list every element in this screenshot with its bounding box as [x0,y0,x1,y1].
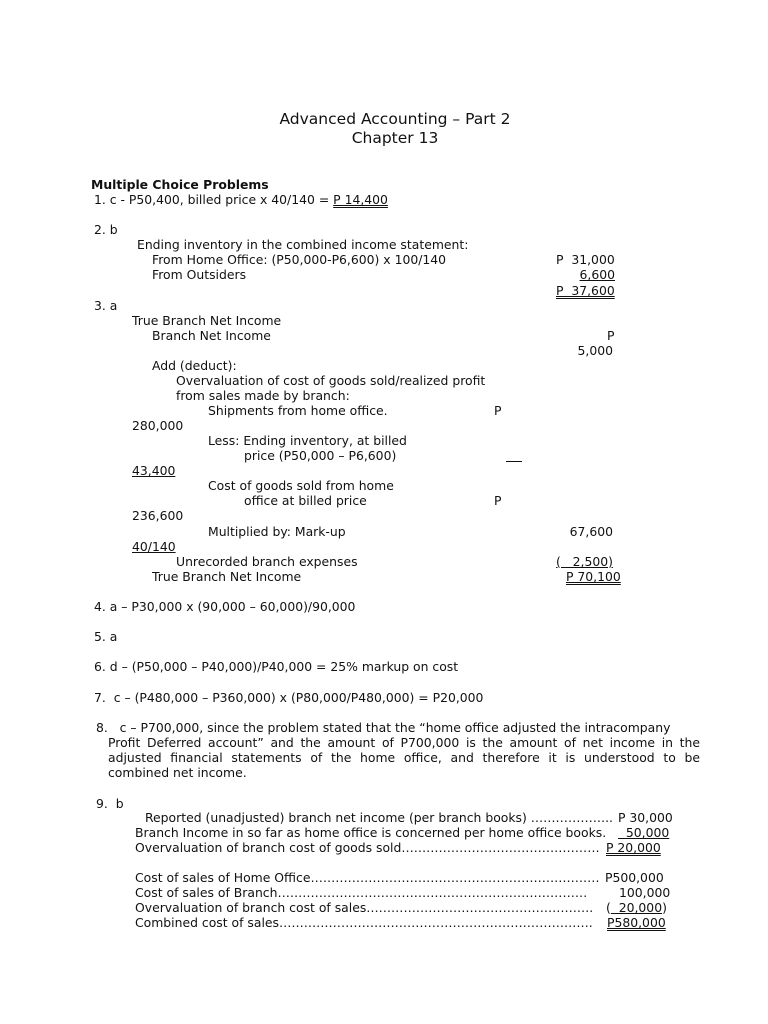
question-9-label: 9. b [96,796,124,811]
q9-c1-label: Cost of sales of Home Office……………………………………………………………. [135,870,600,885]
q9-c1-value: P500,000 [605,870,664,885]
q9-c3-amount [606,900,667,915]
document-title: Advanced Accounting – Part 2 [279,110,511,128]
q3-overval-line1: Overvaluation of cost of goods sold/realized profit [176,373,486,388]
question-2-label: 2. b [94,222,118,237]
q9-c2-label: Cost of sales of Branch………………………………………………………………… [135,885,588,900]
q3-true-label: True Branch Net Income [152,569,302,584]
q3-heading: True Branch Net Income [132,313,282,328]
q2-intro: Ending inventory in the combined income statement: [137,237,469,252]
q9-c2-value: 100,000 [619,885,671,900]
q3-cogs-p: P [494,493,502,508]
q3-less-rule [506,461,522,462]
question-1-text: 1. c - P50,400, billed price x 40/140 = [94,192,334,207]
question-8-first-line: 8. c – P700,000, since the problem stated that the “home office adjusted the intracompany [96,720,671,735]
question-8-body: Profit Deferred account” and the amount of P700,000 is the amount of net income in the adjusted financial statements of the home office, and therefore it is understood to be combined net income. [108,735,700,780]
q9-c4-value: P580,000 [607,915,666,930]
q3-unrecorded-value: ( 2,500) [556,554,613,569]
q3-bni-p: P [607,328,615,343]
q9-c3-label: Overvaluation of branch cost of sales………………………………………………. [135,900,594,915]
q3-cogs-line2: office at billed price [244,493,367,508]
question-1-answer: P 14,400 [333,192,388,207]
q2-row2-label: From Outsiders [152,267,247,282]
q9-r3-label: Overvaluation of branch cost of goods sold………………………………………… [135,840,600,855]
q2-row2-value: 6,600 [579,267,615,282]
q9-c3-value: 20,000 [610,900,663,915]
q3-bni-value: 5,000 [577,343,613,358]
q3-markup-result: 67,600 [569,524,613,539]
q2-row1-label: From Home Office: (P50,000-P6,600) x 100/140 [152,252,447,267]
q3-less-line1: Less: Ending inventory, at billed [208,433,407,448]
q9-r2-label: Branch Income in so far as home office is concerned per home office books. [135,825,607,840]
q2-row1-value: P 31,000 [556,252,615,267]
q9-r3-value: P 20,000 [606,840,661,855]
q3-bni-label: Branch Net Income [152,328,271,343]
q9-c4-label: Combined cost of sales…………………………………………………………………. [135,915,593,930]
q3-unrecorded-label: Unrecorded branch expenses [176,554,358,569]
q3-less-line2: price (P50,000 – P6,600) [244,448,397,463]
question-5: 5. a [94,629,118,644]
section-heading: Multiple Choice Problems [91,177,269,192]
q3-true-value: P 70,100 [566,569,621,584]
q9-r1-value: P 30,000 [618,810,673,825]
q9-r1-label: Reported (unadjusted) branch net income (per branch books) ……………….. [145,810,613,825]
question-6: 6. d – (P50,000 – P40,000)/P40,000 = 25% markup on cost [94,659,459,674]
q3-markup-rate: 40/140 [132,539,176,554]
q3-cogs-line1: Cost of goods sold from home [208,478,394,493]
q9-c3-close-paren: ) [662,900,667,915]
question-1 [94,192,388,207]
question-3-label: 3. a [94,298,118,313]
chapter-title: Chapter 13 [351,129,439,147]
q3-add-deduct: Add (deduct): [152,358,237,373]
q2-total: P 37,600 [556,283,615,298]
question-4: 4. a – P30,000 x (90,000 – 60,000)/90,000 [94,599,356,614]
q3-shipments-p: P [494,403,502,418]
q3-markup-label: Multiplied by: Mark-up [208,524,346,539]
q3-cogs-value: 236,600 [132,508,184,523]
question-7: 7. c – (P480,000 – P360,000) x (P80,000/P480,000) = P20,000 [94,690,484,705]
q3-shipments-value: 280,000 [132,418,184,433]
q3-overval-line2: from sales made by branch: [176,388,350,403]
q3-less-value: 43,400 [132,463,176,478]
q9-r2-value: 50,000 [618,825,670,840]
q3-shipments-label: Shipments from home office. [208,403,388,418]
q9-c3-open-paren: ( [606,900,611,915]
